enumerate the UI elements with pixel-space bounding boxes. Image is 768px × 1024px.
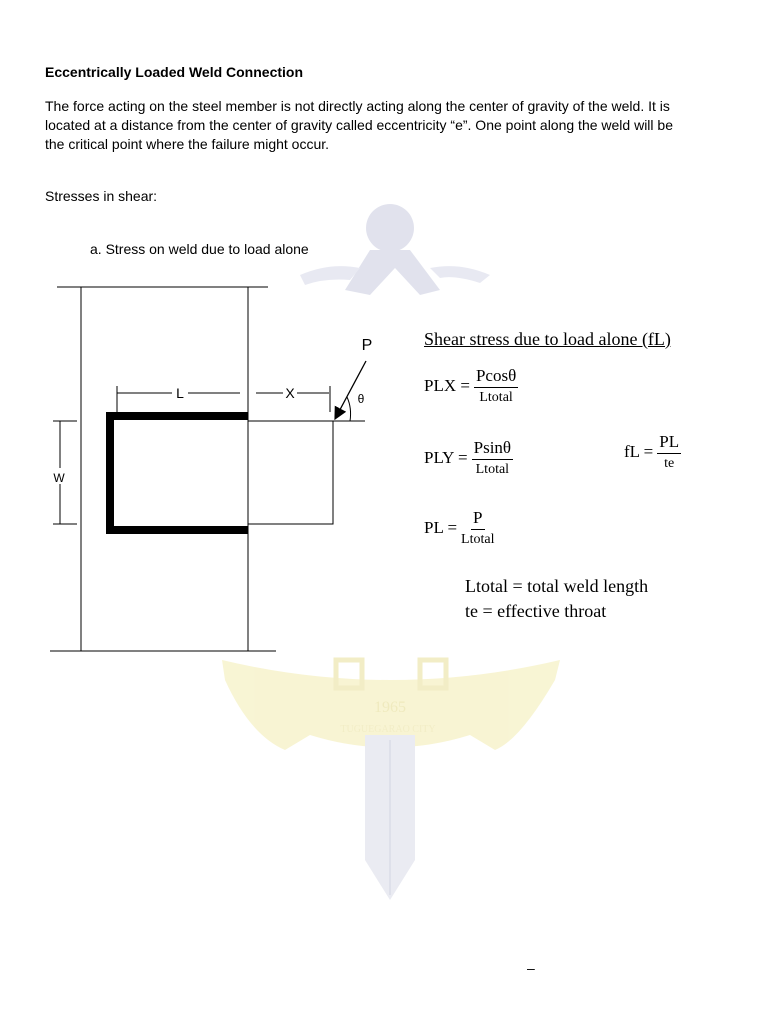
footer-dash: – [527,960,535,976]
equation-fl-numerator: PL [657,432,681,454]
intro-paragraph [45,97,730,154]
equation-pl [424,508,494,548]
definition-ltotal: Ltotal = total weld length [465,576,649,596]
dimension-w-label: W [53,471,65,485]
equation-fl [624,432,681,472]
equation-pl-denominator: Ltotal [461,532,495,547]
plate-outline [248,421,333,524]
equation-plx-lhs: PLX = [424,376,470,395]
weld-c-shape [110,416,248,530]
equation-ply-lhs: PLY = [424,448,468,467]
equation-ply-numerator: Psinθ [472,438,513,460]
load-p-label: P [361,337,373,354]
list-item-a: a. Stress on weld due to load alone [90,241,309,257]
equations-title: Shear stress due to load alone (fL) [424,329,671,349]
watermark-place: TUGUEGARAO CITY [340,724,436,735]
equation-fl-denominator: te [664,456,675,471]
equation-plx-denominator: Ltotal [479,390,513,405]
equation-plx [424,366,518,406]
equation-fl-lhs: fL = [624,442,654,461]
equation-pl-lhs: PL = [424,518,458,537]
paragraph-line: located at a distance from the center of gravity called eccentricity “e”. One point along the weld will be [45,117,673,133]
equation-plx-numerator: Pcosθ [474,366,518,388]
weld-connection-diagram [0,270,380,665]
dimension-x-label: X [285,385,295,401]
watermark-figure-right-arm [430,266,490,283]
theta-arc [347,397,351,421]
equation-ply-denominator: Ltotal [475,462,510,477]
paragraph-line: the critical point where the failure might occur. [45,136,330,152]
equation-ply [424,438,513,478]
dimension-l-label: L [176,385,184,401]
paragraph-line: The force acting on the steel member is not directly acting along the center of gravity of the weld. It is [45,98,670,114]
definition-te: te = effective throat [465,601,607,621]
theta-label: θ [357,392,365,406]
watermark-figure-head [366,204,414,252]
section-heading: Eccentrically Loaded Weld Connection [45,64,304,80]
watermark-year: 1965 [374,699,406,716]
stresses-subheading: Stresses in shear: [45,188,158,204]
equation-pl-numerator: P [471,508,484,530]
